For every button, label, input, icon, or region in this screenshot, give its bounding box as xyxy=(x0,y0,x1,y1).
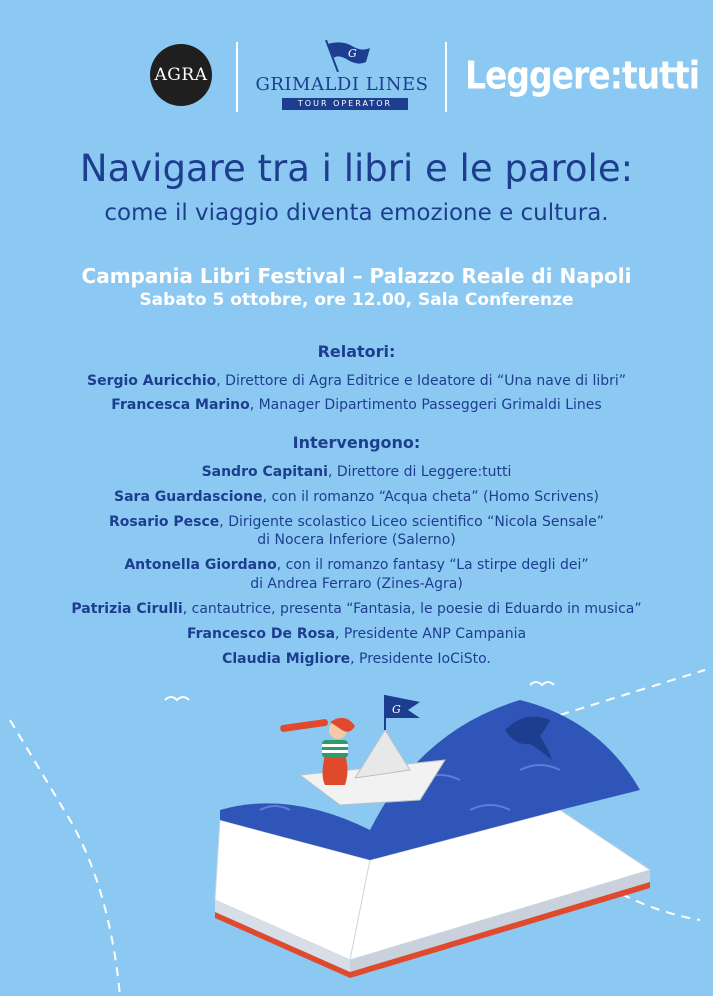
intervengono-heading: Intervengono: xyxy=(292,433,421,452)
divider xyxy=(445,42,447,112)
agra-logo xyxy=(150,44,212,106)
dashed-route-top xyxy=(560,670,705,715)
participant-name: Antonella Giordano xyxy=(124,557,277,573)
participant-name: Patrizia Cirulli xyxy=(71,601,183,617)
participant-role: , Dirigente scolastico Liceo scientifico “Nicola Sensale” xyxy=(219,514,604,530)
grimaldi-flag-letter: G xyxy=(348,47,357,60)
event-date: Sabato 5 ottobre, ore 12.00, Sala Conferenze xyxy=(139,290,574,310)
page-subtitle: come il viaggio diventa emozione e cultura. xyxy=(104,200,609,226)
paper-boat-icon xyxy=(300,695,445,805)
participant-name: Claudia Migliore xyxy=(222,651,351,667)
participant-line xyxy=(0,513,713,531)
speaker-line xyxy=(0,396,713,414)
participant-role: , cantautrice, presenta “Fantasia, le poesie di Eduardo in musica” xyxy=(182,601,642,617)
speaker-role: , Direttore di Agra Editrice e Ideatore di “Una nave di libri” xyxy=(216,373,627,389)
grimaldi-lines-logo xyxy=(252,38,432,114)
speaker-role: , Manager Dipartimento Passeggeri Grimaldi Lines xyxy=(249,397,602,413)
speaker-name: Sergio Auricchio xyxy=(86,373,217,389)
agra-logo-text: AGRA xyxy=(154,65,208,85)
grimaldi-sub: TOUR OPERATOR xyxy=(282,98,408,110)
participant-role: , Presidente ANP Campania xyxy=(335,626,527,642)
relatori-heading: Relatori: xyxy=(317,342,396,361)
grimaldi-flag-icon xyxy=(322,40,372,72)
participant-line-cont: di Nocera Inferiore (Salerno) xyxy=(257,532,456,548)
participant-line xyxy=(0,488,713,506)
divider xyxy=(236,42,238,112)
participant-role: , Presidente IoCiSto. xyxy=(350,651,491,667)
sponsor-logos xyxy=(0,38,713,118)
grimaldi-name: GRIMALDI LINES xyxy=(255,74,429,95)
participant-role: , Direttore di Leggere:tutti xyxy=(327,464,512,480)
speaker-name: Francesca Marino xyxy=(111,397,250,413)
participant-name: Sara Guardascione xyxy=(114,489,263,505)
bird-icon xyxy=(530,682,554,685)
participant-line xyxy=(0,463,713,481)
participant-line xyxy=(0,600,713,618)
participant-role: , con il romanzo “Acqua cheta” (Homo Scrivens) xyxy=(262,489,599,505)
leggere-tutti-logo: Leggere:tutti xyxy=(465,53,700,98)
page-title: Navigare tra i libri e le parole: xyxy=(79,147,634,190)
event-venue: Campania Libri Festival – Palazzo Reale di Napoli xyxy=(81,264,632,288)
open-book-icon xyxy=(215,700,650,978)
participant-line xyxy=(0,556,713,574)
participant-name: Francesco De Rosa xyxy=(186,626,336,642)
dashed-route-left xyxy=(10,720,120,996)
participant-name: Rosario Pesce xyxy=(109,514,220,530)
participant-line-cont: di Andrea Ferraro (Zines-Agra) xyxy=(250,576,463,592)
participant-line xyxy=(0,625,713,643)
speaker-line xyxy=(0,372,713,390)
participant-name: Sandro Capitani xyxy=(201,464,328,480)
bird-icon xyxy=(165,697,189,700)
book-sea-illustration xyxy=(0,660,713,996)
participant-role: , con il romanzo fantasy “La stirpe degli dei” xyxy=(276,557,589,573)
boat-flag-letter: G xyxy=(392,703,401,716)
